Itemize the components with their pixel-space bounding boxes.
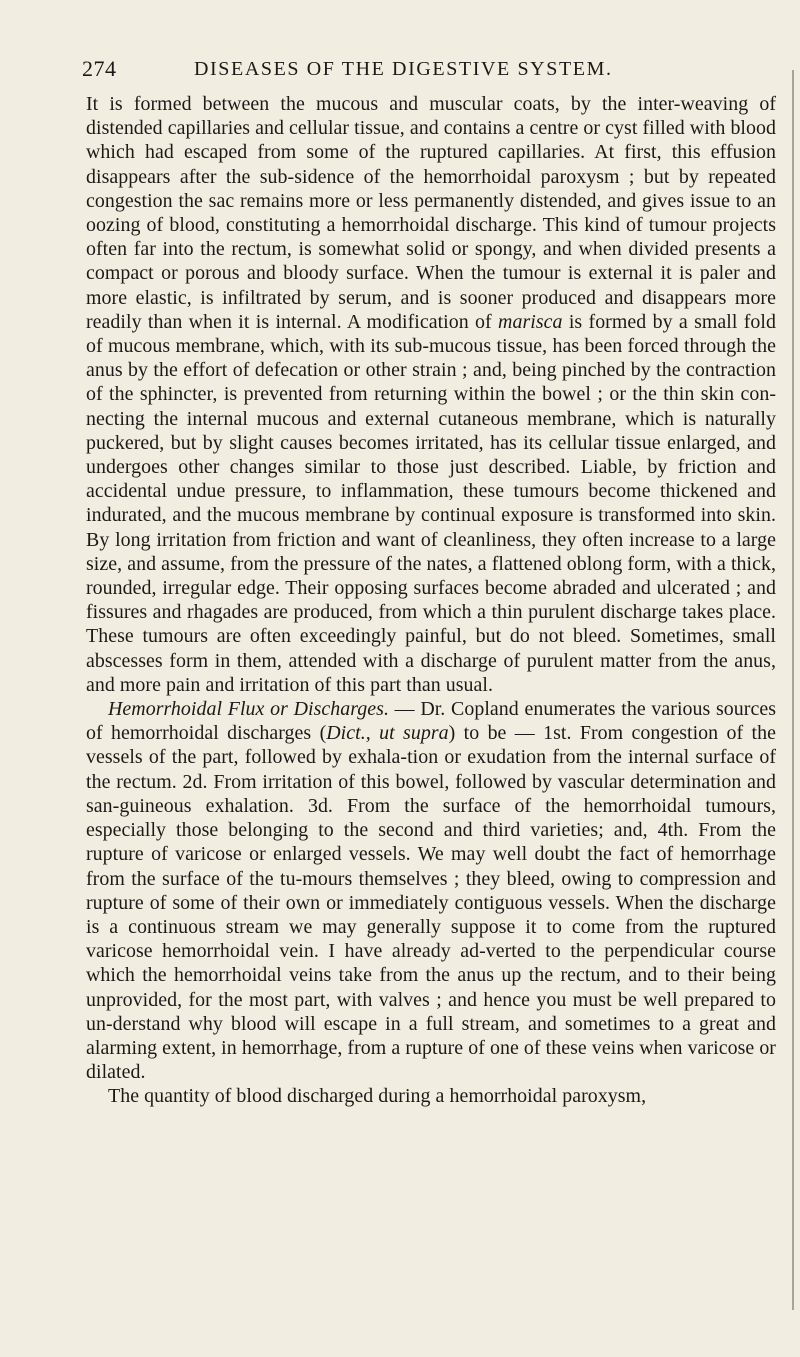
section-heading: Hemorrhoidal Flux or Discharges. [108, 698, 389, 721]
italic-citation: Dict., ut supra [326, 722, 449, 745]
paragraph-hemorrhoidal-flux [86, 697, 776, 1084]
page-number: 274 [82, 56, 117, 81]
italic-term-marisca: marisca [498, 310, 563, 333]
text-segment: — Dr. Copland enumerates the various sources of hemorrhoidal discharges ( [86, 698, 776, 745]
text-segment: is formed by a small fold of mucous membrane, which, with its sub-mucous tissue, has been forced through the anus by the effort of defecation or other strain ; and, being pinched by the contraction of the sphincter, is prevented from returning within the bowel ; or the thin skin con-necting the internal mucous and external cutaneous membrane, which is naturally puckered, but by slight causes becomes irritated, has its cellular tissue enlarged, and undergoes other changes similar to those just described. Liable, by friction and accidental undue pressure, to inflammation, these tumours become thickened and indurated, and the mucous membrane by continual exposure is transformed into skin. By long irritation from friction and want of cleanliness, they often increase to a large size, and assume, from the pressure of the nates, a flattened oblong form, with a thick, rounded, irregular edge. Their opposing surfaces become abraded and ulcerated ; and fissures and rhagades are produced, from which a thin purulent discharge takes place. These tumours are often exceedingly painful, but do not bleed. Sometimes, small abscesses form in them, attended with a discharge of purulent matter from the anus, and more pain and irritation of this part than usual. [86, 310, 776, 696]
page-edge-line [792, 70, 794, 1310]
paragraph-tumour-formation [86, 92, 776, 697]
text-segment: ) to be — 1st. From congestion of the vessels of the part, followed by exhala-tion or exudation from the internal surface of the rectum. 2d. From irritation of this bowel, followed by vascular determination and san-guineous exhalation. 3d. From the surface of the hemorrhoidal tumours, especially those belonging to the second and third varieties; and, 4th. From the rupture of varicose or enlarged vessels. We may well doubt the fact of hemorrhage from the surface of the tu-mours themselves ; they bleed, owing to compression and rupture of some of their own or immediately contiguous vessels. When the discharge is a continuous stream we may generally suppose it to come from the ruptured varicose hemorrhoidal vein. I have already ad-verted to the perpendicular course which the hemorrhoidal veins take from the anus up the rectum, and to their being unprovided, for the most part, with valves ; and hence you must be well prepared to un-derstand why blood will escape in a full stream, and sometimes to a great and alarming extent, in hemorrhage, from a rupture of one of these veins when varicose or dilated. [86, 722, 776, 1084]
body-text [86, 92, 776, 1109]
running-head [82, 56, 742, 86]
text-segment: It is formed between the mucous and muscular coats, by the inter-weaving of distended capillaries and cellular tissue, and contains a centre or cyst filled with blood which had escaped from some of the ruptured capillaries. At first, this effusion disappears after the sub-sidence of the hemorrhoidal paroxysm ; but by repeated congestion the sac remains more or less permanently distended, and gives issue to an oozing of blood, constituting a hemorrhoidal discharge. This kind of tumour projects often far into the rectum, is somewhat solid or spongy, and when divided presents a compact or porous and bloody surface. When the tumour is external it is paler and more elastic, is infiltrated by serum, and is sooner produced and disappears more readily than when it is internal. A modification of [86, 93, 776, 333]
running-title: DISEASES OF THE DIGESTIVE SYSTEM. [194, 58, 613, 80]
paragraph-quantity-of-blood [86, 1084, 776, 1108]
text-segment: The quantity of blood discharged during a hemorrhoidal paroxysm, [108, 1085, 647, 1108]
